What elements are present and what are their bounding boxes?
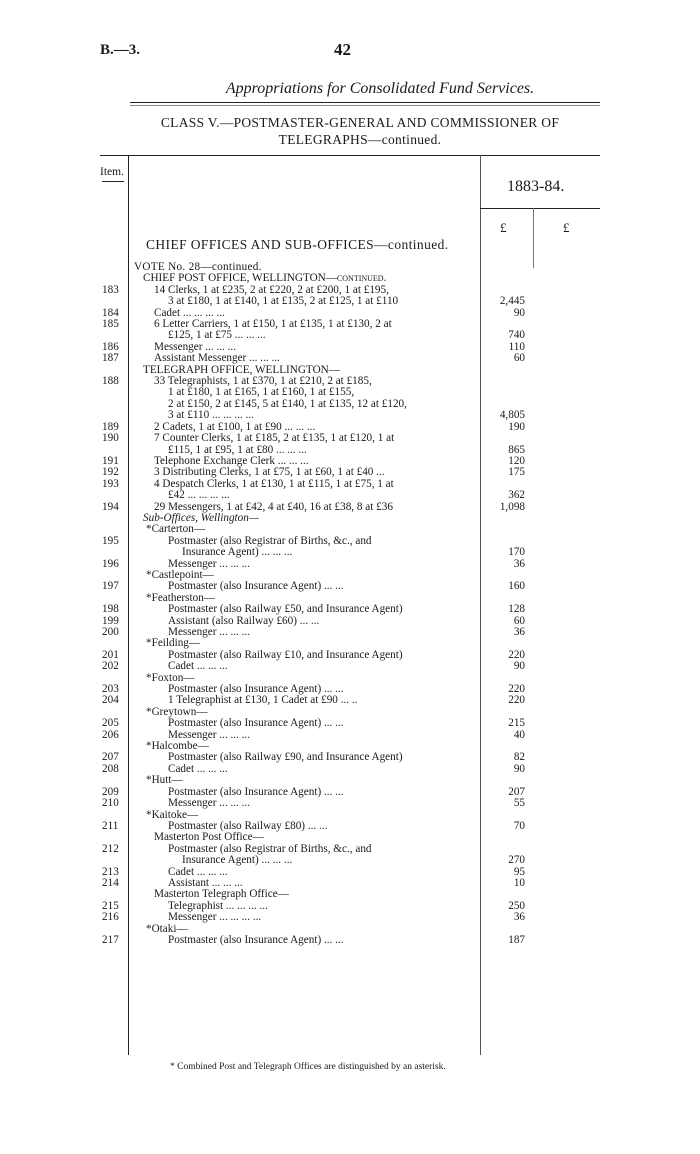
row-description: 2 at £150, 2 at £145, 5 at £140, 1 at £135, 12 at £120, <box>168 397 407 410</box>
row-amount: 250 <box>508 899 525 912</box>
currency-symbol-total: £ <box>563 220 570 235</box>
row-item-number: 183 <box>102 283 119 296</box>
row-description: Postmaster (also Registrar of Births, &c., and <box>168 842 372 855</box>
row-item-number: 198 <box>102 603 119 616</box>
row-description: Cadet ... ... ... <box>168 660 228 673</box>
row-item-number: 213 <box>102 865 119 878</box>
document-reference: B.—3. <box>100 42 141 58</box>
row-description: *Castlepoint— <box>146 568 214 581</box>
row-description: VOTE No. 28—continued. <box>134 261 262 273</box>
table-row <box>0 547 700 558</box>
row-description: Messenger ... ... ... ... <box>168 911 262 924</box>
row-item-number: 194 <box>102 500 119 513</box>
table-row <box>0 319 700 330</box>
row-amount: 40 <box>513 728 525 741</box>
row-description: 1 Telegraphist at £130, 1 Cadet at £90 ... .. <box>168 694 358 707</box>
row-description: £115, 1 at £95, 1 at £80 ... ... ... <box>168 443 307 456</box>
row-item-number: 203 <box>102 683 119 696</box>
table-row <box>0 764 700 775</box>
table-row <box>0 798 700 809</box>
subtotal-column-divider <box>533 208 534 268</box>
row-item-number: 193 <box>102 477 119 490</box>
table-row <box>0 730 700 741</box>
row-item-number: 207 <box>102 751 119 764</box>
row-amount: 1,098 <box>499 500 525 513</box>
row-amount: 740 <box>508 329 525 342</box>
row-amount: 70 <box>513 819 525 832</box>
table-row <box>0 775 700 786</box>
header-rule <box>130 102 600 103</box>
row-amount: 270 <box>508 854 525 867</box>
row-amount: 90 <box>513 762 525 775</box>
table-row <box>0 467 700 478</box>
row-item-number: 206 <box>102 728 119 741</box>
row-description: 7 Counter Clerks, 1 at £185, 2 at £135, 1 at £120, 1 at <box>154 432 395 445</box>
row-amount: 170 <box>508 546 525 559</box>
table-row <box>0 604 700 615</box>
row-amount: 207 <box>508 785 525 798</box>
table-row <box>0 912 700 923</box>
row-description: Cadet ... ... ... <box>168 865 228 878</box>
row-description: CHIEF POST OFFICE, WELLINGTON—continued. <box>143 272 387 285</box>
page-number: 42 <box>334 40 351 59</box>
row-item-number: 197 <box>102 580 119 593</box>
row-description: *Greytown— <box>146 705 208 718</box>
table-top-rule <box>100 155 600 156</box>
row-item-number: 205 <box>102 717 119 730</box>
row-item-number: 209 <box>102 785 119 798</box>
table-row <box>0 878 700 889</box>
row-description: *Carterton— <box>146 523 206 536</box>
row-description: Postmaster (also Railway £90, and Insurance Agent) <box>168 751 403 764</box>
table-row <box>0 296 700 307</box>
row-description: £125, 1 at £75 ... ... ... <box>168 329 266 342</box>
row-description: Postmaster (also Insurance Agent) ... ... <box>168 785 344 798</box>
row-amount: 220 <box>508 694 525 707</box>
row-item-number: 189 <box>102 420 119 433</box>
row-amount: 36 <box>513 911 525 924</box>
row-description: Messenger ... ... ... <box>168 626 251 638</box>
table-row <box>0 410 700 421</box>
currency-symbol-amount: £ <box>500 220 507 235</box>
row-description: Postmaster (also Railway £10, and Insurance Agent) <box>168 648 403 661</box>
row-item-number: 214 <box>102 876 119 889</box>
table-row <box>0 627 700 638</box>
row-amount: 220 <box>508 683 525 696</box>
row-amount: 36 <box>513 626 525 638</box>
row-description: Telegraphist ... ... ... ... <box>168 899 268 912</box>
table-row <box>0 490 700 501</box>
table-row <box>0 353 700 364</box>
table-row <box>0 536 700 547</box>
row-amount: 60 <box>513 352 525 365</box>
row-description: TELEGRAPH OFFICE, WELLINGTON— <box>143 363 340 376</box>
table-row <box>0 695 700 706</box>
row-item-number: 200 <box>102 626 119 638</box>
table-row <box>0 502 700 513</box>
row-description: Assistant (also Railway £60) ... ... <box>168 614 320 627</box>
row-description: 3 at £110 ... ... ... ... <box>168 409 254 422</box>
table-row <box>0 718 700 729</box>
row-item-number: 191 <box>102 454 119 467</box>
row-description: Insurance Agent) ... ... ... <box>182 546 293 559</box>
row-amount: 215 <box>508 717 525 730</box>
row-item-number: 196 <box>102 557 119 570</box>
header-rule-thin <box>130 105 600 106</box>
row-description: *Feilding— <box>146 637 201 650</box>
row-description: 3 Distributing Clerks, 1 at £75, 1 at £60, 1 at £40 ... <box>154 466 385 479</box>
row-amount: 175 <box>508 466 525 479</box>
row-amount: 865 <box>508 443 525 456</box>
row-description: *Foxton— <box>146 671 195 684</box>
row-amount: 82 <box>513 751 525 764</box>
row-amount: 90 <box>513 660 525 673</box>
row-description: Cadet ... ... ... ... <box>154 306 225 319</box>
row-description: Cadet ... ... ... <box>168 762 228 775</box>
row-description: Insurance Agent) ... ... ... <box>182 854 293 867</box>
row-item-number: 201 <box>102 648 119 661</box>
item-column-header: Item. <box>100 166 124 178</box>
row-description: Assistant ... ... ... <box>168 876 243 889</box>
row-amount: 110 <box>508 340 525 353</box>
row-description: 2 Cadets, 1 at £100, 1 at £90 ... ... ... <box>154 420 316 433</box>
row-item-number: 215 <box>102 899 119 912</box>
year-header-rule <box>480 208 600 209</box>
row-description: Telephone Exchange Clerk ... ... ... <box>154 454 309 467</box>
row-description: Postmaster (also Registrar of Births, &c., and <box>168 534 372 547</box>
row-item-number: 187 <box>102 352 119 365</box>
row-amount: 160 <box>508 580 525 593</box>
row-item-number: 217 <box>102 933 119 946</box>
row-description: 1 at £180, 1 at £165, 1 at £160, 1 at £155, <box>168 386 355 399</box>
row-description: Postmaster (also Insurance Agent) ... ... <box>168 933 344 946</box>
row-item-number: 188 <box>102 375 119 388</box>
row-description: Postmaster (also Railway £80) ... ... <box>168 819 328 832</box>
table-row <box>0 844 700 855</box>
table-row <box>0 832 700 843</box>
row-item-number: 204 <box>102 694 119 707</box>
row-amount: 60 <box>513 614 525 627</box>
footnote: * Combined Post and Telegraph Offices are distinguished by an asterisk. <box>170 1062 446 1072</box>
row-description: Messenger ... ... ... <box>168 557 251 570</box>
table-row <box>0 479 700 490</box>
row-item-number: 186 <box>102 340 119 353</box>
row-amount: 2,445 <box>499 295 525 308</box>
row-amount: 120 <box>508 454 525 467</box>
row-description: Masterton Post Office— <box>154 831 264 844</box>
table-row <box>0 855 700 866</box>
row-item-number: 185 <box>102 318 119 331</box>
section-heading: CHIEF OFFICES AND SUB-OFFICES—continued. <box>146 237 449 252</box>
table-row <box>0 661 700 672</box>
row-item-number: 190 <box>102 432 119 445</box>
item-header-underline <box>102 181 124 182</box>
row-description: *Hutt— <box>146 774 183 787</box>
row-amount: 4,805 <box>499 409 525 422</box>
row-description: 33 Telegraphists, 1 at £370, 1 at £210, 2 at £185, <box>154 375 372 388</box>
table-row <box>0 513 700 524</box>
class-heading-line1: CLASS V.—POSTMASTER-GENERAL AND COMMISSIONER OF <box>160 115 560 130</box>
table-row <box>0 821 700 832</box>
row-description: Messenger ... ... ... <box>154 340 237 353</box>
appropriation-rows <box>0 262 700 946</box>
row-item-number: 208 <box>102 762 119 775</box>
row-description: 4 Despatch Clerks, 1 at £130, 1 at £115, 1 at £75, 1 at <box>154 477 394 490</box>
row-description: 3 at £180, 1 at £140, 1 at £135, 2 at £125, 1 at £110 <box>168 295 399 308</box>
row-amount: 10 <box>513 876 525 889</box>
row-item-number: 210 <box>102 797 119 810</box>
row-amount: 95 <box>513 865 525 878</box>
row-description: 29 Messengers, 1 at £42, 4 at £40, 16 at £38, 8 at £36 <box>154 500 393 513</box>
class-heading-line2: TELEGRAPHS—continued. <box>278 132 442 147</box>
row-amount: 190 <box>508 420 525 433</box>
row-description: 14 Clerks, 1 at £235, 2 at £220, 2 at £200, 1 at £195, <box>154 283 389 296</box>
row-description: Messenger ... ... ... <box>168 797 251 810</box>
row-item-number: 184 <box>102 306 119 319</box>
row-description: Masterton Telegraph Office— <box>154 888 289 901</box>
row-item-number: 211 <box>102 819 119 832</box>
row-description: *Otaki— <box>146 922 188 935</box>
row-description: Postmaster (also Insurance Agent) ... ... <box>168 683 344 696</box>
row-description: *Featherston— <box>146 591 215 604</box>
row-item-number: 199 <box>102 614 119 627</box>
row-item-number: 212 <box>102 842 119 855</box>
page-title: Appropriations for Consolidated Fund Services. <box>225 80 535 97</box>
table-row <box>0 935 700 946</box>
row-amount: 362 <box>508 489 525 502</box>
table-row <box>0 559 700 570</box>
row-amount: 187 <box>508 933 525 946</box>
row-amount: 36 <box>513 557 525 570</box>
row-description: *Halcombe— <box>146 740 209 753</box>
row-description: £42 ... ... ... ... <box>168 489 230 502</box>
row-amount: 128 <box>508 603 525 616</box>
table-row <box>0 581 700 592</box>
row-amount: 220 <box>508 648 525 661</box>
row-description: Assistant Messenger ... ... ... <box>154 352 280 365</box>
row-item-number: 216 <box>102 911 119 924</box>
row-description: Messenger ... ... ... <box>168 728 251 741</box>
row-description: Postmaster (also Railway £50, and Insurance Agent) <box>168 603 403 616</box>
year-column-header: 1883-84. <box>507 178 565 195</box>
row-description: Postmaster (also Insurance Agent) ... ... <box>168 580 344 593</box>
row-item-number: 195 <box>102 534 119 547</box>
row-description: Postmaster (also Insurance Agent) ... ... <box>168 717 344 730</box>
row-description: Sub-Offices, Wellington— <box>143 511 259 524</box>
table-row <box>0 433 700 444</box>
row-item-number: 192 <box>102 466 119 479</box>
row-description: *Kaitoke— <box>146 808 199 821</box>
row-amount: 90 <box>513 306 525 319</box>
row-item-number: 202 <box>102 660 119 673</box>
row-amount: 55 <box>513 797 525 810</box>
table-row <box>0 399 700 410</box>
row-description: 6 Letter Carriers, 1 at £150, 1 at £135, 1 at £130, 2 at <box>154 318 392 331</box>
